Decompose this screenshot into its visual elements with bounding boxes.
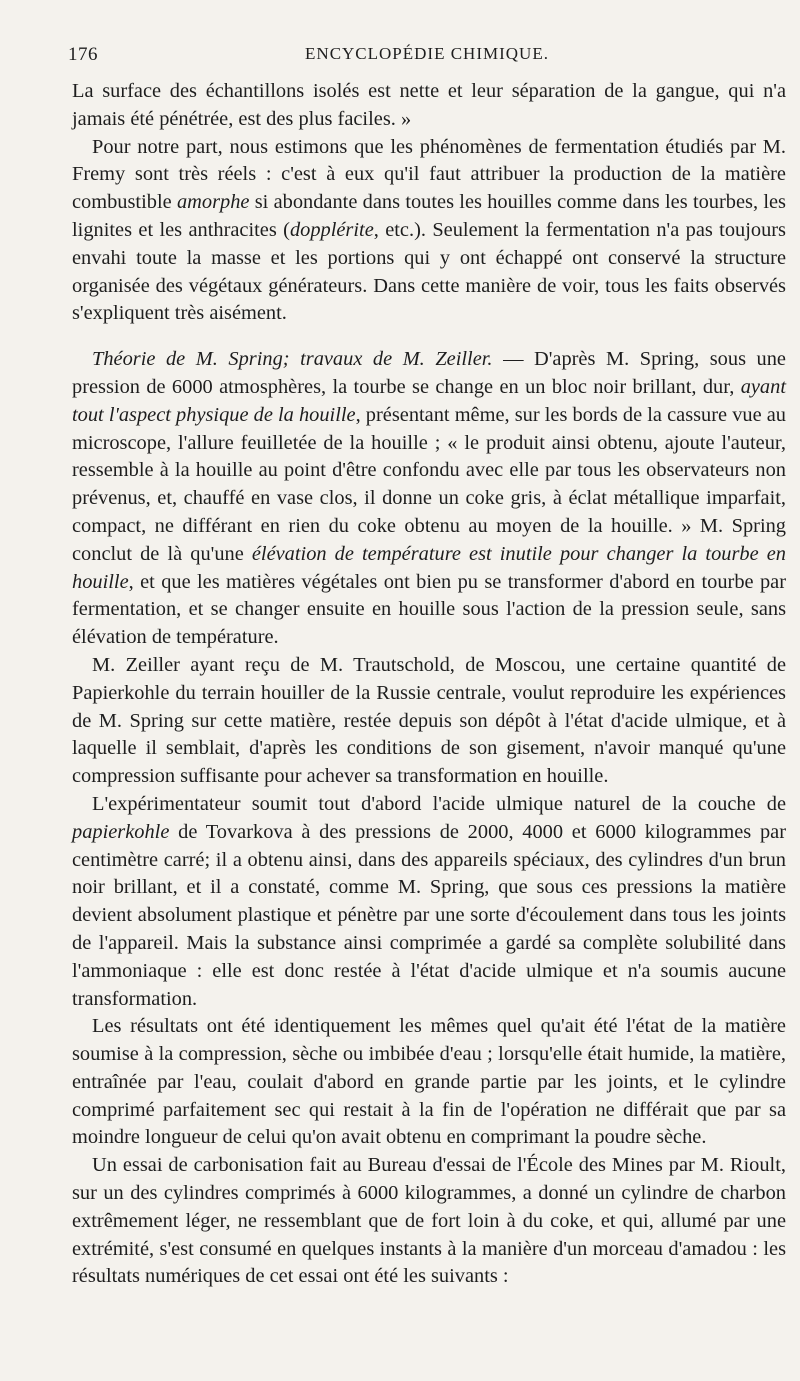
emphasis-elevation: élévation de température est inutile pour changer la tourbe en houille [72,542,787,593]
paragraph-results: Les résultats ont été identiquement les mêmes quel qu'ait été l'état de la matière soumise à la compression, sèche ou imbibée d'eau ; lorsqu'elle était humide, la matière, entraînée par l'eau, coulait d'abord en grande partie par les joints, et le cylindre comprimé parfaitement sec qui restait à la fin de l'opération ne différait que par sa moindre longueur de celui qu'on avait obtenu en comprimant la poudre sèche. [72,1015,786,1149]
emphasis-dopplerite: dopplérite [289,218,374,241]
emphasis-papierkohle: papierkohle [72,820,170,843]
text-run: , présentant même, sur les bords de la cassure vue au microscope, l'allure feuilletée de la houille ; « le produit ainsi obtenu, ajoute l'auteur, ressemble à la houille au point d'être confondu avec elle par tous les observateurs non prévenus, et, chauffé en vase clos, il donne un coke gris, à éclat métallique imparfait, compact, ne différant en rien du coke obtenu au moyen de la houille. » M. Spring conclut de là qu'une [72,403,786,565]
text-run: si abondante dans toutes les houilles comme dans les tourbes, les lignites et les anthracites ( [72,191,786,241]
page-number: 176 [68,44,98,65]
text-run: L'expérimentateur soumit tout d'abord l'acide ulmique naturel de la couche de [92,792,786,815]
paragraph-spring-theory [72,346,786,652]
paragraph-fremy [72,134,786,329]
emphasis-aspect: ayant tout l'aspect physique de la houille [72,375,786,426]
running-head [68,44,786,68]
text-run: de Tovarkova à des pressions de 2000, 4000 et 6000 kilogrammes par centimètre carré; il a obtenu ainsi, dans des appareils spéciaux, des cylindres d'un brun noir brillant, et il a constaté, comme M. Spring, que sous ces pressions la matière devient absolument plastique et pénètre par une sorte d'écoulement dans tous les joints de l'appareil. Mais la substance ainsi comprimée a gardé sa complète solubilité dans l'ammoniaque : elle est donc restée à l'état d'acide ulmique et n'a soumis aucune transformation. [72,820,786,1010]
emphasis-amorphe: amorphe [176,191,250,214]
text-run: , etc.). Seulement la fermentation n'a pas toujours envahi toute la masse et les portions qui y ont échappé ont conservé la structure organisée des végétaux générateurs. Dans cette manière de voir, tous les faits observés s'expliquent très aisément. [72,218,786,325]
text-run: , et que les matières végétales ont bien pu se transformer d'abord en tourbe par fermentation, et se changer ensuite en houille sous l'action de la pression seule, sans élévation de température. [72,570,786,649]
paragraph-experiment [72,791,786,1013]
section-heading: Théorie de M. Spring; travaux de M. Zeiller. [92,348,493,371]
running-title: ENCYCLOPÉDIE CHIMIQUE. [305,44,549,63]
paragraph-zeiller: M. Zeiller ayant reçu de M. Trautschold, de Moscou, une certaine quantité de Papierkohle du terrain houiller de la Russie centrale, voulut reproduire les expériences de M. Spring sur cette matière, restée depuis son dépôt à l'état d'acide ulmique, et à laquelle il semblait, d'après les conditions de son gisement, n'avoir manqué qu'une compression suffisante pour achever sa transformation en houille. [72,653,786,788]
paragraph-quote-end: La surface des échantillons isolés est nette et leur séparation de la gangue, qui n'a jamais été pénétrée, est des plus faciles. » [72,80,786,130]
text-run: Pour notre part, nous estimons que les phénomènes de fermentation étudiés par M. Fremy sont très réels : c'est à eux qu'il faut attribuer la production de la matière combustible [72,135,786,214]
text-run: — D'après M. Spring, sous une pression de 6000 atmosphères, la tourbe se change en un bloc noir brillant, dur, [72,348,786,398]
body-text [72,78,786,1291]
paragraph-carbonisation: Un essai de carbonisation fait au Bureau d'essai de l'École des Mines par M. Rioult, sur un des cylindres comprimés à 6000 kilogrammes, a donné un cylindre de charbon extrêmement léger, ne ressemblant que de fort loin à du coke, et qui, allumé par une extrémité, s'est consumé en quelques instants à la manière d'un morceau d'amadou : les résultats numériques de cet essai ont été les suivants : [72,1154,786,1288]
